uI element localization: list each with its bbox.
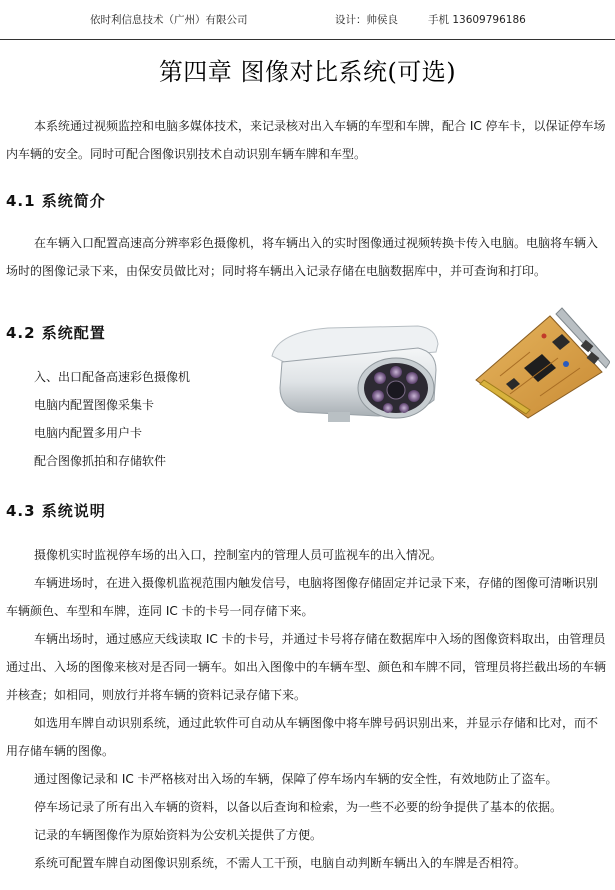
phone-number: 手机 13609796186 <box>428 14 526 26</box>
designer-credit: 设计：帅侯良 <box>335 14 398 26</box>
section-heading-4-1: 4.1 系统简介 <box>6 192 106 210</box>
list-item: 入、出口配备高速彩色摄像机 <box>34 370 191 384</box>
header-divider <box>0 39 615 40</box>
intro-paragraph: 本系统通过视频监控和电脑多媒体技术，来记录核对出入车辆的车型和车牌，配合 IC 停车卡，以保证停车场内车辆的安全。同时可配合图像识别技术自动识别车辆车牌和车型。 <box>6 119 606 161</box>
company-name: 依时利信息技术（广州）有限公司 <box>90 14 248 26</box>
section-4-3-paragraph: 如选用车牌自动识别系统，通过此软件可自动从车辆图像中将车牌号码识别出来，并显示存储和比对，而不用存储车辆的图像。 <box>6 716 599 758</box>
section-4-3-paragraph: 系统可配置车牌自动图像识别系统，不需人工干预，电脑自动判断车辆出入的车牌是否相符。 <box>34 856 527 870</box>
section-4-3-paragraph: 车辆出场时，通过感应天线读取 IC 卡的卡号，并通过卡号将存储在数据库中入场的图像资料取出，由管理员通过出、入场的图像来核对是否同一辆车。如出入图像中的车辆车型、颜色和车牌不同，管理员将拦截出场的车辆并核查；如相同，则放行并将车辆的资料记录存储下来。 <box>6 632 607 702</box>
config-list <box>34 363 190 475</box>
section-4-1-paragraph: 在车辆入口配置高速高分辨率彩色摄像机，将车辆出入的实时图像通过视频转换卡传入电脑。电脑将车辆入场时的图像记录下来，由保安员做比对；同时将车辆出入记录存储在电脑数据库中，并可查询和打印。 <box>6 236 599 278</box>
section-4-3-paragraph: 车辆进场时，在进入摄像机监视范围内触发信号，电脑将图像存储固定并记录下来，存储的图像可清晰识别车辆颜色、车型和车牌，连同 IC 卡的卡号一同存储下来。 <box>6 576 599 618</box>
section-4-3-paragraph: 停车场记录了所有出入车辆的资料，以备以后查询和检索，为一些不必要的纷争提供了基本的依据。 <box>34 800 563 814</box>
camera-image <box>268 322 444 426</box>
section-4-3-paragraph: 通过图像记录和 IC 卡严格核对出入场的车辆，保障了停车场内车辆的安全性，有效地防止了盗车。 <box>34 772 558 786</box>
page-header <box>0 8 615 30</box>
list-item: 配合图像抓拍和存储软件 <box>34 454 167 468</box>
section-heading-4-3: 4.3 系统说明 <box>6 502 106 520</box>
section-4-3-paragraph: 记录的车辆图像作为原始资料为公安机关提供了方便。 <box>34 828 323 842</box>
section-4-3-paragraph: 摄像机实时监视停车场的出入口，控制室内的管理人员可监视车的出入情况。 <box>34 548 443 562</box>
list-item: 电脑内配置图像采集卡 <box>34 398 155 412</box>
chapter-title: 第四章 图像对比系统(可选) <box>158 58 457 86</box>
list-item: 电脑内配置多用户卡 <box>34 426 143 440</box>
capture-card-image <box>470 302 610 420</box>
section-heading-4-2: 4.2 系统配置 <box>6 324 106 342</box>
